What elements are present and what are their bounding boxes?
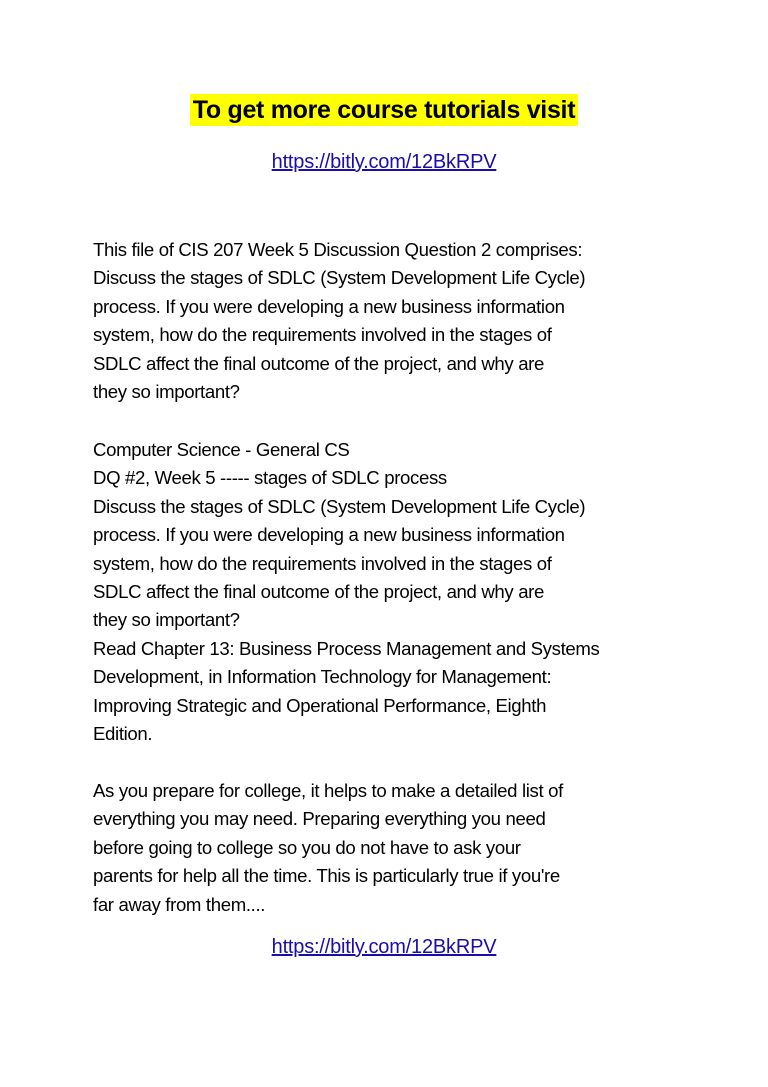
text-line: Discuss the stages of SDLC (System Development Life Cycle) [93,495,586,517]
text-line: Read Chapter 13: Business Process Management and Systems [93,637,600,659]
text-line: Edition. [93,722,153,744]
college-paragraph [93,777,713,919]
promo-heading [0,96,768,125]
text-line: system, how do the requirements involved in the stages of [93,552,552,574]
text-line: they so important? [93,609,240,631]
text-line: Development, in Information Technology for Management: [93,666,552,688]
tutorial-link-top[interactable]: https://bitly.com/12BkRPV [271,151,497,173]
promo-heading-text: To get more course tutorials visit [190,94,578,126]
text-line: parents for help all the time. This is particularly true if you're [93,865,560,887]
text-line: they so important? [93,380,240,402]
text-line: system, how do the requirements involved in the stages of [93,324,552,346]
text-line: DQ #2, Week 5 ----- stages of SDLC process [93,467,447,489]
text-line: Discuss the stages of SDLC (System Development Life Cycle) [93,267,586,289]
intro-paragraph [93,236,713,406]
tutorial-link-bottom[interactable]: https://bitly.com/12BkRPV [271,936,497,958]
question-paragraph [93,436,713,748]
text-line: This file of CIS 207 Week 5 Discussion Question 2 comprises: [93,239,583,260]
text-line: before going to college so you do not have to ask your [93,836,521,858]
text-line: As you prepare for college, it helps to make a detailed list of [93,780,563,801]
text-line: SDLC affect the final outcome of the project, and why are [93,352,545,374]
text-line: process. If you were developing a new business information [93,295,565,317]
text-line: SDLC affect the final outcome of the project, and why are [93,580,545,602]
text-line: Improving Strategic and Operational Performance, Eighth [93,694,547,716]
text-line: Computer Science - General CS [93,439,350,460]
text-line: process. If you were developing a new business information [93,524,565,546]
text-line: far away from them.... [93,893,266,915]
text-line: everything you may need. Preparing everything you need [93,808,546,830]
